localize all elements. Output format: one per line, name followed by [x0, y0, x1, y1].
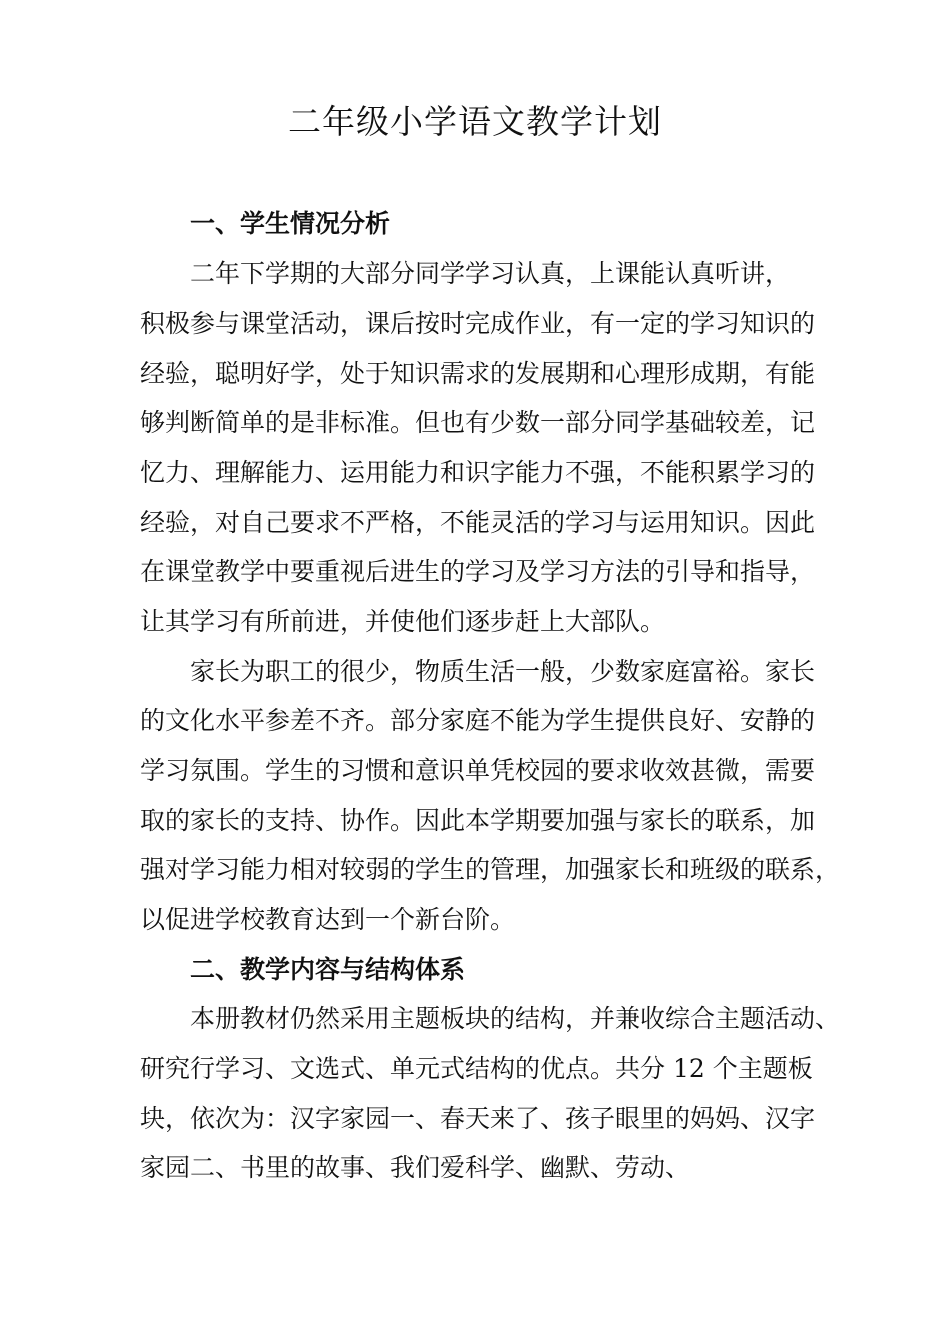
paragraph-line: 研究行学习、文选式、单元式结构的优点。共分 12 个主题板 — [140, 1054, 813, 1083]
paragraph-line: 块，依次为：汉字家园一、春天来了、孩子眼里的妈妈、汉字 — [140, 1104, 816, 1133]
paragraph-line: 经验，对自己要求不严格，不能灵活的学习与运用知识。因此 — [140, 508, 816, 537]
paragraph-line: 本册教材仍然采用主题板块的结构，并兼收综合主题活动、 — [190, 1004, 841, 1033]
document-title: 二年级小学语文教学计划 — [288, 102, 662, 141]
paragraph-line: 学习氛围。学生的习惯和意识单凭校园的要求收效甚微，需要 — [140, 756, 816, 785]
paragraph-line: 在课堂教学中要重视后进生的学习及学习方法的引导和指导， — [140, 557, 816, 586]
paragraph-line: 让其学习有所前进，并使他们逐步赶上大部队。 — [140, 607, 666, 636]
paragraph-line: 积极参与课堂活动，课后按时完成作业，有一定的学习知识的 — [140, 309, 816, 338]
paragraph-line: 家园二、书里的故事、我们爱科学、幽默、劳动、 — [140, 1153, 691, 1182]
paragraph-line: 以促进学校教育达到一个新台阶。 — [140, 905, 516, 934]
paragraph-line: 够判断简单的是非标准。但也有少数一部分同学基础较差，记 — [140, 408, 816, 437]
paragraph-line: 的文化水平参差不齐。部分家庭不能为学生提供良好、安静的 — [140, 706, 816, 735]
paragraph-line: 强对学习能力相对较弱的学生的管理，加强家长和班级的联系， — [140, 855, 841, 884]
paragraph-line: 经验，聪明好学，处于知识需求的发展期和心理形成期，有能 — [140, 359, 816, 388]
paragraph-line: 二年下学期的大部分同学学习认真，上课能认真听讲， — [190, 259, 791, 288]
paragraph-line: 取的家长的支持、协作。因此本学期要加强与家长的联系，加 — [140, 806, 816, 835]
paragraph-line: 家长为职工的很少，物质生活一般，少数家庭富裕。家长 — [190, 657, 816, 686]
section-heading: 一、学生情况分析 — [190, 209, 391, 238]
paragraph-line: 忆力、理解能力、运用能力和识字能力不强，不能积累学习的 — [140, 458, 816, 487]
section-heading: 二、教学内容与结构体系 — [190, 955, 466, 984]
